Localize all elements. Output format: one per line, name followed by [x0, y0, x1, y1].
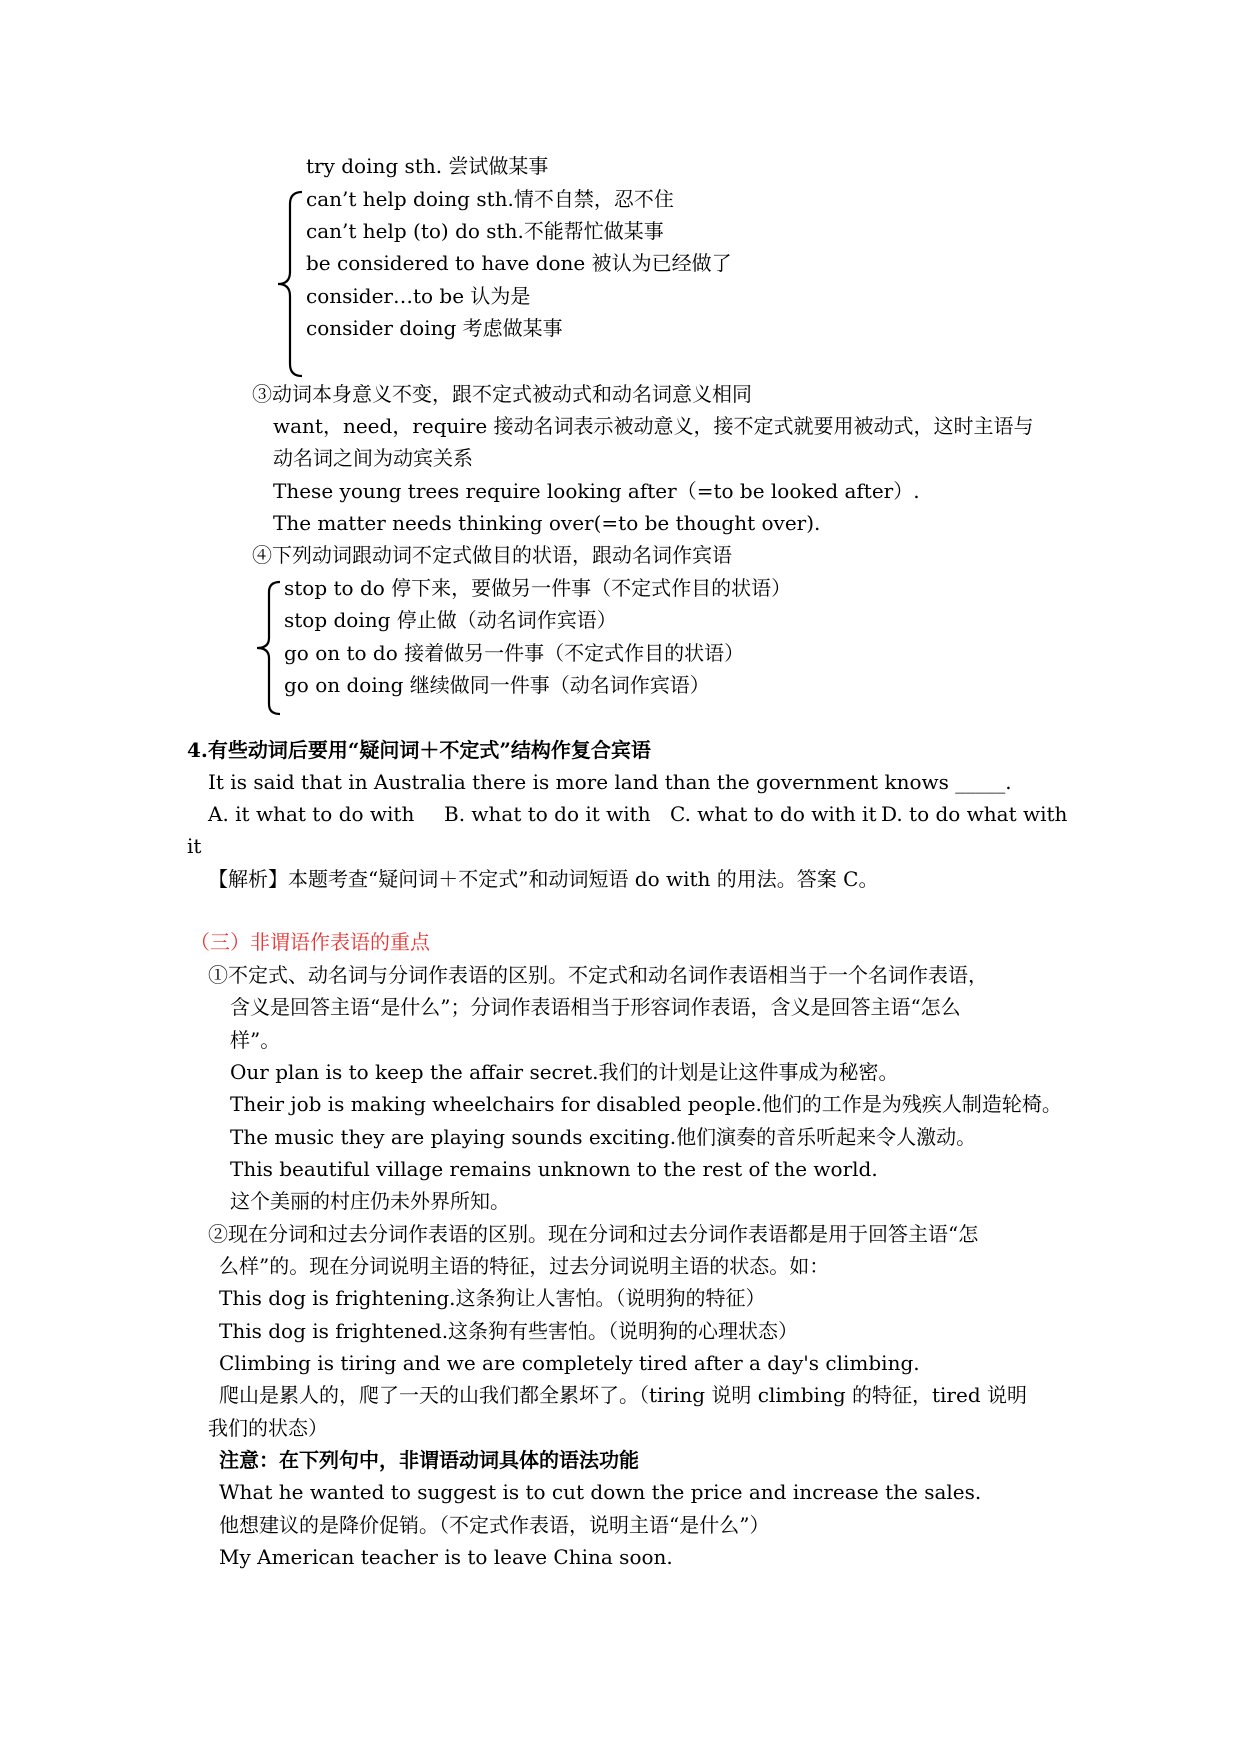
text-line: go on to do 接着做另一件事（不定式作目的状语） — [284, 641, 745, 665]
text-line: This beautiful village remains unknown to the rest of the world. — [230, 1157, 878, 1181]
text-line: go on doing 继续做同一件事（动名词作宾语） — [284, 673, 710, 697]
text-line: The matter needs thinking over(=to be thought over). — [273, 511, 821, 535]
text-line: This dog is frightening.这条狗让人害怕。（说明狗的特征） — [219, 1286, 766, 1310]
text-line: consider…to be 认为是 — [306, 284, 531, 308]
text-line: The music they are playing sounds exciting.他们演奏的音乐听起来令人激动。 — [230, 1125, 977, 1149]
text-line: These young trees require looking after（=to be looked after）. — [273, 479, 920, 503]
text-line: ①不定式、动名词与分词作表语的区别。不定式和动名词作表语相当于一个名词作表语， — [208, 963, 988, 987]
text-line: can’t help doing sth.情不自禁，忍不住 — [306, 187, 674, 211]
text-line: can’t help (to) do sth.不能帮忙做某事 — [306, 219, 664, 243]
text-line: stop to do 停下来，要做另一件事（不定式作目的状语） — [284, 576, 792, 600]
analysis-line: 【解析】本题考查“疑问词＋不定式”和动词短语 do with 的用法。答案 C。 — [208, 867, 879, 891]
text-line: ④下列动词跟动词不定式做目的状语，跟动名词作宾语 — [252, 543, 732, 567]
text-line: Our plan is to keep the affair secret.我们的计划是让这件事成为秘密。 — [230, 1060, 899, 1084]
text-line: consider doing 考虑做某事 — [306, 316, 563, 340]
text-line: Climbing is tiring and we are completely tired after a day's climbing. — [219, 1351, 920, 1375]
text-line: What he wanted to suggest is to cut down the price and increase the sales. — [219, 1480, 982, 1504]
text-line: Their job is making wheelchairs for disabled people.他们的工作是为残疾人制造轮椅。 — [230, 1092, 1062, 1116]
text-line: 含义是回答主语“是什么”；分词作表语相当于形容词作表语，含义是回答主语“怎么 — [230, 995, 961, 1019]
text-line: want，need，require 接动名词表示被动意义，接不定式就要用被动式，这时主语与 — [273, 414, 1034, 438]
section-heading: 4.有些动词后要用“疑问词＋不定式”结构作复合宾语 — [187, 738, 651, 762]
text-line: ③动词本身意义不变，跟不定式被动式和动名词意义相同 — [252, 382, 752, 406]
text-line: 动名词之间为动宾关系 — [273, 446, 473, 470]
option-c: C. what to do with it — [670, 802, 877, 826]
section-heading: （三）非谓语作表语的重点 — [190, 930, 430, 954]
text-line: 爬山是累人的，爬了一天的山我们都全累坏了。（tiring 说明 climbing 的特征，tired 说明 — [219, 1383, 1027, 1407]
text-line: be considered to have done 被认为已经做了 — [306, 251, 732, 275]
text-line: 么样”的。现在分词说明主语的特征，过去分词说明主语的状态。如： — [219, 1254, 830, 1278]
left-brace-1 — [270, 190, 310, 380]
text-line: This dog is frightened.这条狗有些害怕。（说明狗的心理状态） — [219, 1319, 799, 1343]
note-heading: 注意：在下列句中，非谓语动词具体的语法功能 — [219, 1448, 639, 1472]
text-line: It is said that in Australia there is more land than the government knows _____. — [208, 770, 1012, 794]
text-line: ②现在分词和过去分词作表语的区别。现在分词和过去分词作表语都是用于回答主语“怎 — [208, 1222, 979, 1246]
text-line: try doing sth. 尝试做某事 — [306, 154, 549, 178]
text-line: 我们的状态） — [208, 1416, 328, 1440]
text-line: it — [187, 834, 202, 858]
text-line: 他想建议的是降价促销。（不定式作表语，说明主语“是什么”） — [219, 1513, 770, 1537]
text-line: 样”。 — [230, 1028, 281, 1052]
option-a: A. it what to do with — [208, 802, 415, 826]
text-line: My American teacher is to leave China soon. — [219, 1545, 673, 1569]
option-d: D. to do what with — [881, 802, 1068, 826]
text-line: 这个美丽的村庄仍未外界所知。 — [230, 1189, 510, 1213]
text-line: stop doing 停止做（动名词作宾语） — [284, 608, 617, 632]
option-b: B. what to do it with — [444, 802, 651, 826]
